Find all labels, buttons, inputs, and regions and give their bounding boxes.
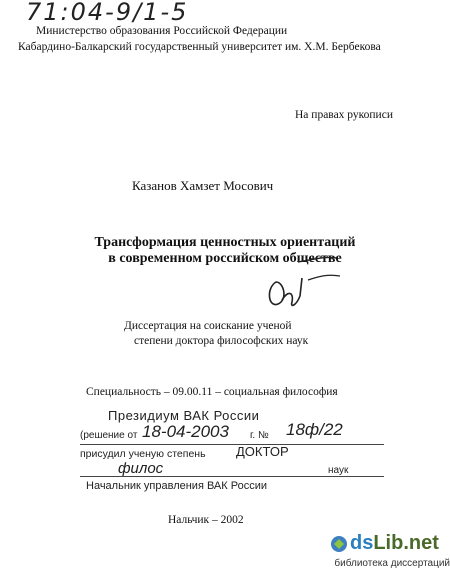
dissertation-line-1: Диссертация на соискание ученой — [124, 320, 292, 332]
dslib-watermark — [330, 532, 450, 576]
place-year: Нальчик – 2002 — [168, 514, 244, 526]
stamp-awarded-prefix: присудил ученую степень — [80, 448, 206, 460]
signature-scribble — [262, 252, 342, 318]
stamp-header: Президиум ВАК России — [108, 408, 260, 423]
author-name: Казанов Хамзет Мосович — [132, 178, 274, 193]
thesis-title-line-2: в современном российском обществе — [108, 251, 342, 266]
rights-note: На правах рукописи — [295, 109, 393, 121]
university-name: Кабардино-Балкарский государственный университет им. Х.М. Бербекова — [18, 41, 381, 53]
stamp-decision-no-label: г. № — [250, 430, 269, 441]
thesis-title-line-1: Трансформация ценностных ориентаций — [94, 235, 356, 250]
stamp-decision-date: 18-04-2003 — [142, 422, 229, 441]
stamp-footer: Начальник управления ВАК России — [86, 480, 267, 492]
vak-stamp — [80, 398, 388, 490]
stamp-degree: ДОКТОР — [236, 444, 289, 459]
dslib-logo-icon — [330, 535, 348, 553]
specialty-line: Специальность – 09.00.11 – социальная философия — [86, 386, 338, 398]
ministry-name: Министерство образования Российской Федерации — [36, 25, 288, 37]
stamp-decision-prefix: (решение от — [80, 430, 138, 441]
handwritten-code: 71:04-9/1-5 — [26, 0, 189, 26]
dslib-subtitle: библиотека диссертаций — [334, 558, 450, 569]
dissertation-line-2: степени доктора философских наук — [134, 335, 309, 347]
stamp-field-suffix: наук — [328, 465, 349, 476]
dslib-logo-text: dsLib.net — [350, 532, 439, 554]
stamp-field: филос — [118, 460, 164, 477]
stamp-decision-no: 18ф/22 — [286, 420, 343, 439]
